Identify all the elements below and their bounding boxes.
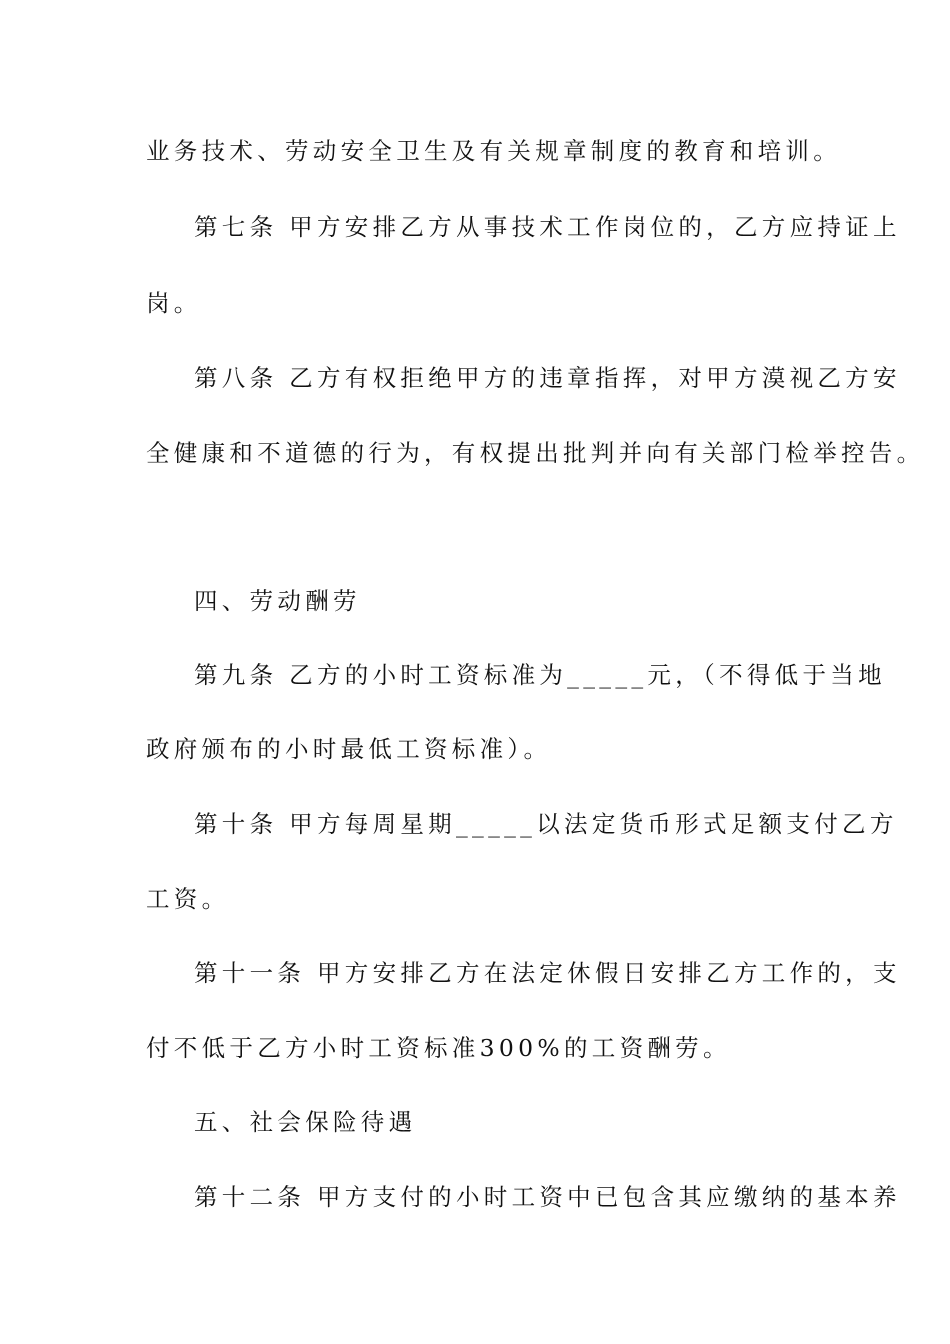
article-10-line-1: 第十条 甲方每周星期_____以法定货币形式足额支付乙方 (194, 810, 898, 838)
section-4-heading: 四、劳动酬劳 (194, 587, 361, 615)
article-9-line-1: 第九条 乙方的小时工资标准为_____元，（不得低于当地 (194, 661, 886, 689)
article-10-line-2: 工资。 (146, 885, 230, 913)
article-7-line-1: 第七条 甲方安排乙方从事技术工作岗位的，乙方应持证上 (194, 213, 901, 241)
article-12-line-1: 第十二条 甲方支付的小时工资中已包含其应缴纳的基本养 (194, 1183, 901, 1211)
article-11-line-1: 第十一条 甲方安排乙方在法定休假日安排乙方工作的，支 (194, 959, 901, 987)
article-7-line-2: 岗。 (146, 289, 202, 317)
article-9-line-2: 政府颁布的小时最低工资标准）。 (146, 735, 552, 763)
article-11-line-2: 付不低于乙方小时工资标准300%的工资酬劳。 (146, 1034, 731, 1062)
article-8-line-2: 全健康和不道德的行为，有权提出批判并向有关部门检举控告。 (146, 439, 925, 467)
section-5-heading: 五、社会保险待遇 (194, 1108, 417, 1136)
paragraph-line-continuation: 业务技术、劳动安全卫生及有关规章制度的教育和培训。 (146, 137, 841, 165)
article-8-line-1: 第八条 乙方有权拒绝甲方的违章指挥，对甲方漠视乙方安 (194, 364, 901, 392)
